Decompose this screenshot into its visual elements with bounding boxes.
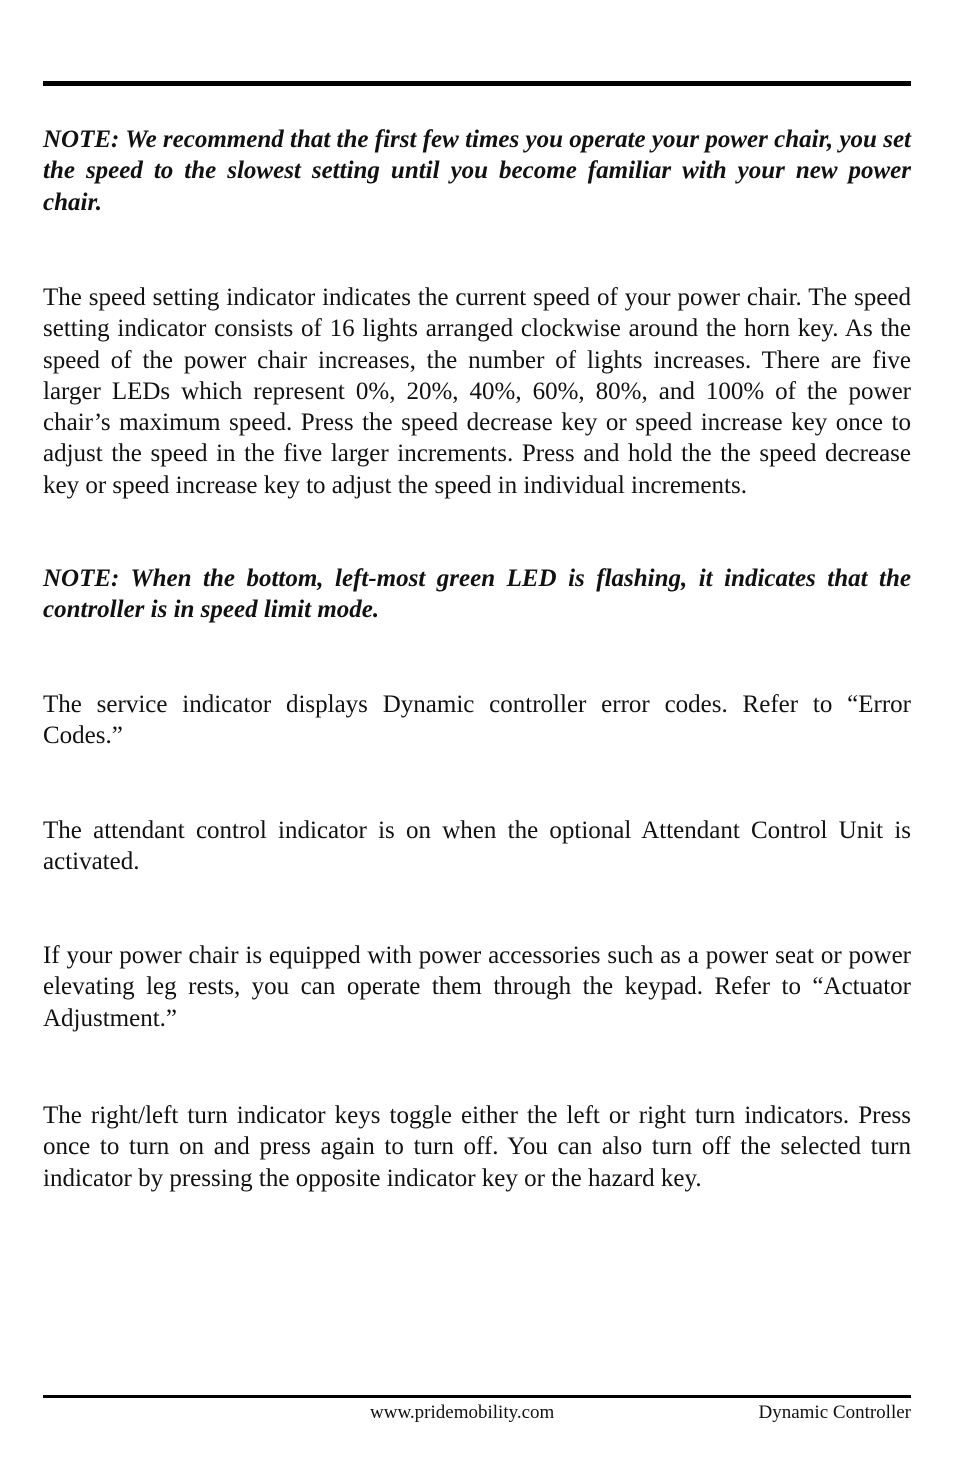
footer-website-link[interactable]: www.pridemobility.com — [370, 1402, 555, 1423]
paragraph-attendant-control-indicator: The attendant control indicator is on when the optional Attendant Control Unit is activated. — [43, 817, 911, 876]
footer-rule — [43, 1395, 911, 1398]
header-rule — [43, 81, 911, 86]
paragraph-speed-setting-indicator: The speed setting indicator indicates the current speed of your power chair. The speed setting indicator consists of 16 lights arranged clockwise around the horn key. As the speed of the power chair increases, the number of lights increases. There are five larger LEDs which represent 0%, 20%, 40%, 60%, 80%, and 100% of the power chair’s maximum speed. Press the speed decrease key or speed increase key once to adjust the speed in the five larger increments. Press and hold the the speed decrease key or speed increase key to adjust the speed in individual increments. — [43, 284, 911, 499]
paragraph-turn-indicator-keys: The right/left turn indicator keys toggle either the left or right turn indicators. Press once to turn on and press again to turn off. You can also turn off the selected turn indicator by pressing the opposite indicator key or the hazard key. — [43, 1102, 911, 1192]
footer-document-title: Dynamic Controller — [758, 1402, 911, 1423]
paragraph-power-accessories: If your power chair is equipped with power accessories such as a power seat or power elevating leg rests, you can operate them through the keypad. Refer to “Actuator Adjustment.” — [43, 942, 911, 1032]
note-speed-limit-mode: NOTE: When the bottom, left-most green LED is flashing, it indicates that the controller is in speed limit mode. — [43, 565, 911, 624]
note-speed-recommendation: NOTE: We recommend that the first few times you operate your power chair, you set the speed to the slowest setting until you become familiar with your new power chair. — [43, 126, 911, 216]
paragraph-service-indicator: The service indicator displays Dynamic controller error codes. Refer to “Error Codes.” — [43, 691, 911, 750]
